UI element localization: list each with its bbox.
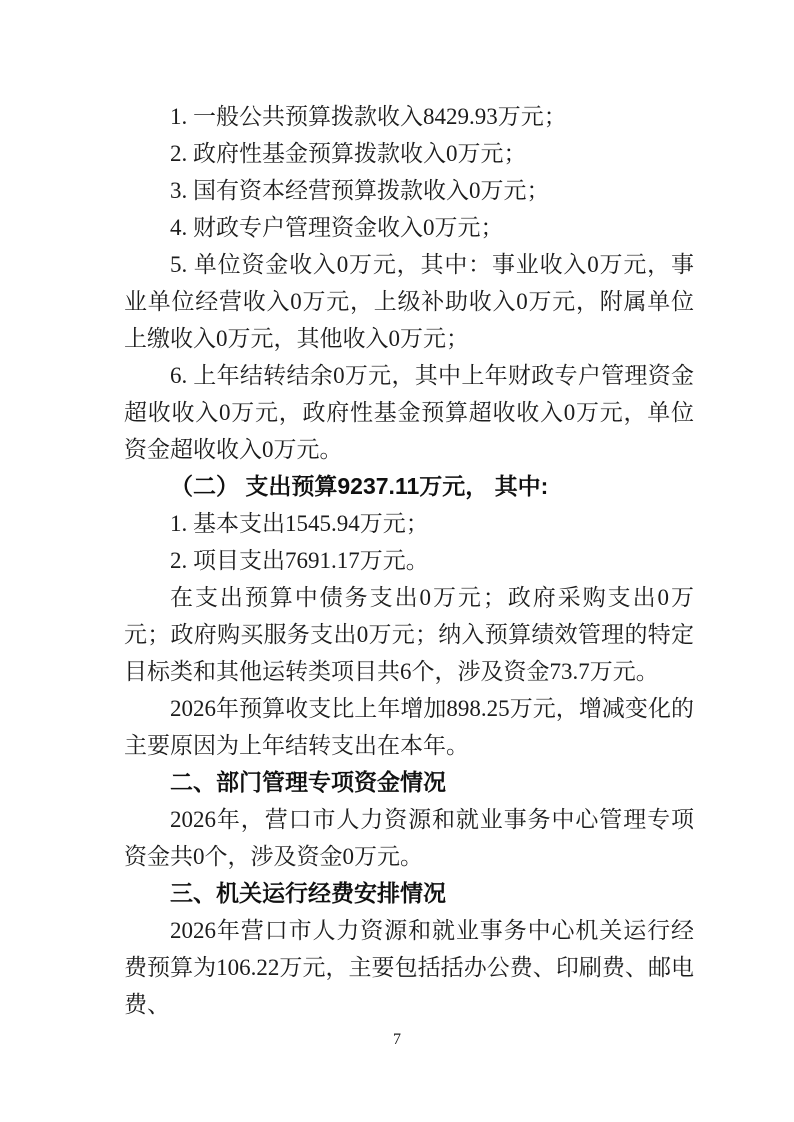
paragraph-income-item-6: 6. 上年结转结余0万元，其中上年财政专户管理资金超收收入0万元，政府性基金预算超收收入0万元，单位资金超收收入0万元。 <box>124 363 694 462</box>
paragraph-budget-change: 2026年预算收支比上年增加898.25万元，增减变化的主要原因为上年结转支出在本年。 <box>124 696 694 758</box>
paragraph-expense-detail: 在支出预算中债务支出0万元；政府采购支出0万元；政府购买服务支出0万元；纳入预算绩效管理的特定目标类和其他运转类项目共6个，涉及资金73.7万元。 <box>124 585 694 684</box>
paragraph-income-item-3: 3. 国有资本经营预算拨款收入0万元； <box>170 178 550 203</box>
paragraph-income-item-4: 4. 财政专户管理资金收入0万元； <box>170 215 504 240</box>
paragraph-income-item-2: 2. 政府性基金预算拨款收入0万元； <box>170 141 527 166</box>
paragraph-section-3-body: 2026年营口市人力资源和就业事务中心机关运行经费预算为106.22万元，主要包括括办公费、印刷费、邮电费、 <box>124 918 694 1017</box>
paragraph-expense-item-2: 2. 项目支出7691.17万元。 <box>170 548 429 573</box>
page-number: 7 <box>393 1031 401 1048</box>
paragraph-income-item-5: 5. 单位资金收入0万元，其中：事业收入0万元，事业单位经营收入0万元，上级补助收入0万元，附属单位上缴收入0万元，其他收入0万元； <box>124 252 694 351</box>
heading-section-2: 二、部门管理专项资金情况 <box>170 769 446 795</box>
heading-expense-budget: （二） 支出预算9237.11万元， 其中: <box>170 473 549 499</box>
heading-section-3: 三、机关运行经费安排情况 <box>170 880 446 906</box>
paragraph-expense-item-1: 1. 基本支出1545.94万元； <box>170 511 429 536</box>
paragraph-income-item-1: 1. 一般公共预算拨款收入8429.93万元； <box>170 104 567 129</box>
paragraph-section-2-body: 2026年，营口市人力资源和就业事务中心管理专项资金共0个，涉及资金0万元。 <box>124 807 694 869</box>
